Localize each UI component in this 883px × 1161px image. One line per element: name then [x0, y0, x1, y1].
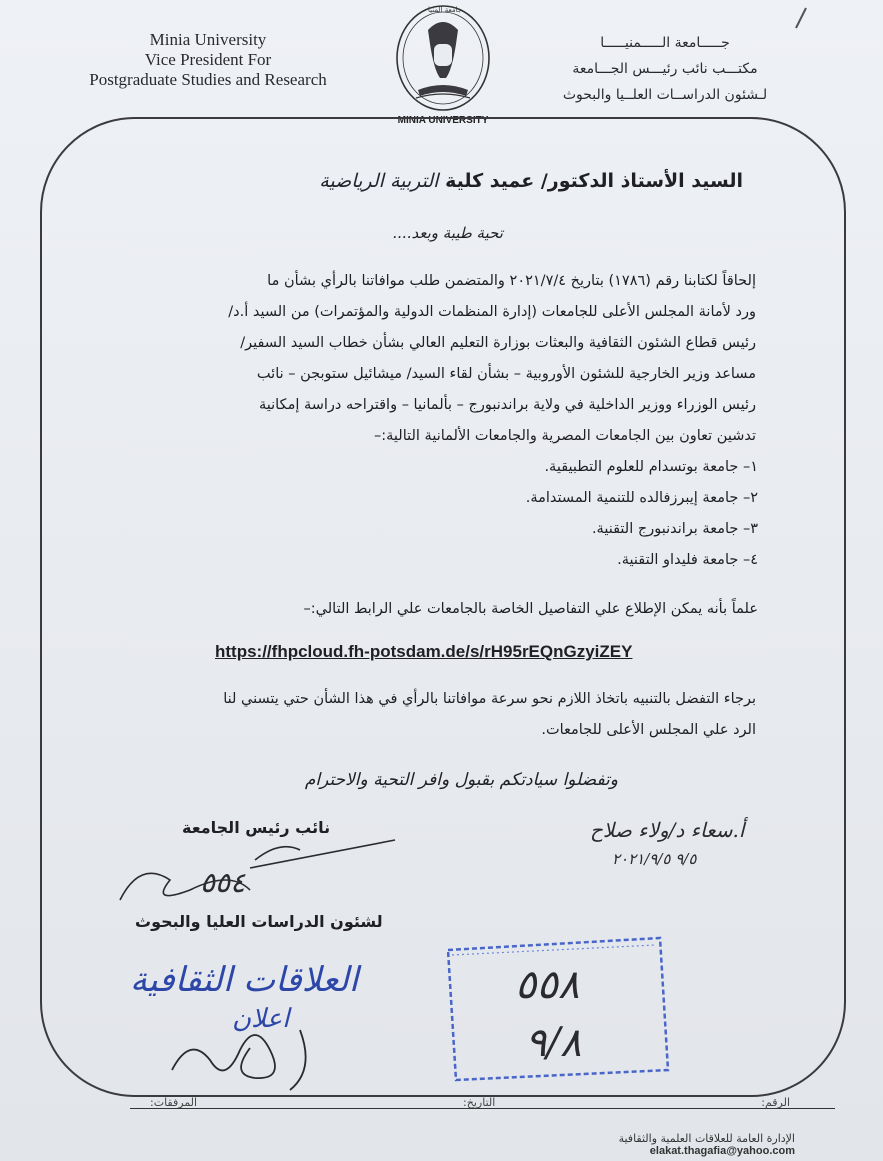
body-line: إلحاقاً لكتابنا رقم (١٧٨٦) بتاريخ ٢٠٢١/٧/٤ والمتضمن طلب موافاتنا بالرأي بشأن ما [267, 273, 756, 289]
logo-caption: MINIA UNIVERSITY [397, 115, 489, 126]
footer-divider [130, 1108, 835, 1109]
salutation-handwritten: التربية الرياضية [319, 170, 439, 192]
footer-department: الإدارة العامة للعلاقات العلمية والثقافية [618, 1132, 795, 1145]
footer-email: elakat.thagafia@yahoo.com [649, 1145, 795, 1157]
signatory-title: نائب رئيس الجامعة [182, 818, 331, 837]
field-date-label: التاريخ: [463, 1096, 496, 1109]
note-line: علماً بأنه يمكن الإطلاع علي التفاصيل الخاصة بالجامعات علي الرابط التالي:– [303, 601, 758, 617]
stamp-number-bottom: ٩/٨ [525, 1020, 582, 1066]
request-line: برجاء التفضل بالتنبيه باتخاذ اللازم نحو سرعة موافاتنا بالرأي في هذا الشأن حتي يتسني لنا [223, 691, 756, 707]
bottom-signature [172, 1030, 306, 1090]
arabic-header-line: لـشئون الدراســات العلــيا والبحوث [562, 87, 768, 103]
details-link[interactable]: https://fhpcloud.fh-potsdam.de/s/rH95rEQnGzyiZEY [215, 642, 633, 661]
signatory-subtitle: لشئون الدراسات العليا والبحوث [135, 912, 383, 931]
closing-line: وتفضلوا سيادتكم بقبول وافر التحية والاحترام [304, 770, 618, 790]
handwritten-date: ٩/٥ ٢٠٢١/٩/٥ [612, 850, 697, 868]
body-line: مساعد وزير الخارجية للشئون الأوروبية – بشأن لقاء السيد/ ميشائيل ستوبجن – نائب [256, 366, 756, 382]
english-header-line: Postgraduate Studies and Research [89, 70, 327, 89]
list-item: ٣– جامعة براندنبورج التقنية. [591, 521, 758, 537]
english-header-line: Minia University [149, 30, 267, 49]
handwritten-department-sub: اعلان [232, 1004, 290, 1034]
greeting: تحية طيبة وبعد.... [392, 224, 503, 242]
field-attachments-label: المرفقات: [150, 1096, 198, 1109]
svg-text:جامعة المنيا: جامعة المنيا [428, 6, 463, 14]
list-item: ٢– جامعة إيبرزفالده للتنمية المستدامة. [525, 490, 758, 506]
salutation-printed: السيد الأستاذ الدكتور/ عميد كلية [445, 170, 743, 192]
handwritten-signature-number: ٥٥٤ [200, 866, 246, 899]
footer-block [565, 1133, 795, 1157]
list-item: ١– جامعة بوتسدام للعلوم التطبيقية. [544, 459, 758, 475]
handwritten-department: العلاقات الثقافية [130, 960, 359, 1000]
body-line: رئيس الوزراء ووزير الداخلية في ولاية براندنبورج – بألمانيا – واقتراحه دراسة إمكانية [258, 397, 756, 413]
english-header-line: Vice President For [144, 50, 272, 69]
signature-scribble [120, 847, 300, 900]
body-line: رئيس قطاع الشئون الثقافية والبعثات بوزارة التعليم العالي بشأن خطاب السيد السفير/ [240, 335, 756, 351]
stamp-inner-line [452, 945, 655, 955]
list-item: ٤– جامعة فليداو التقنية. [617, 552, 758, 568]
body-line: ورد لأمانة المجلس الأعلى للجامعات (إدارة المنظمات الدولية والمؤتمرات) من السيد أ.د/ [228, 304, 756, 320]
request-line: الرد علي المجلس الأعلى للجامعات. [541, 722, 756, 738]
signature-stroke [250, 840, 395, 868]
corner-mark [796, 8, 806, 28]
arabic-header-line: جـــــامعة الـــــمنيـــــا [600, 35, 730, 51]
stamp-number-top: ٥٥٨ [515, 962, 580, 1008]
arabic-header-line: مكتـــب نائب رئيـــس الجـــامعة [572, 61, 758, 77]
body-line: تدشين تعاون بين الجامعات المصرية والجامعات الألمانية التالية:– [374, 428, 756, 444]
field-number-label: الرقم: [761, 1096, 790, 1109]
handwritten-note: أ.سعاء د/ولاء صلاح [590, 818, 745, 842]
